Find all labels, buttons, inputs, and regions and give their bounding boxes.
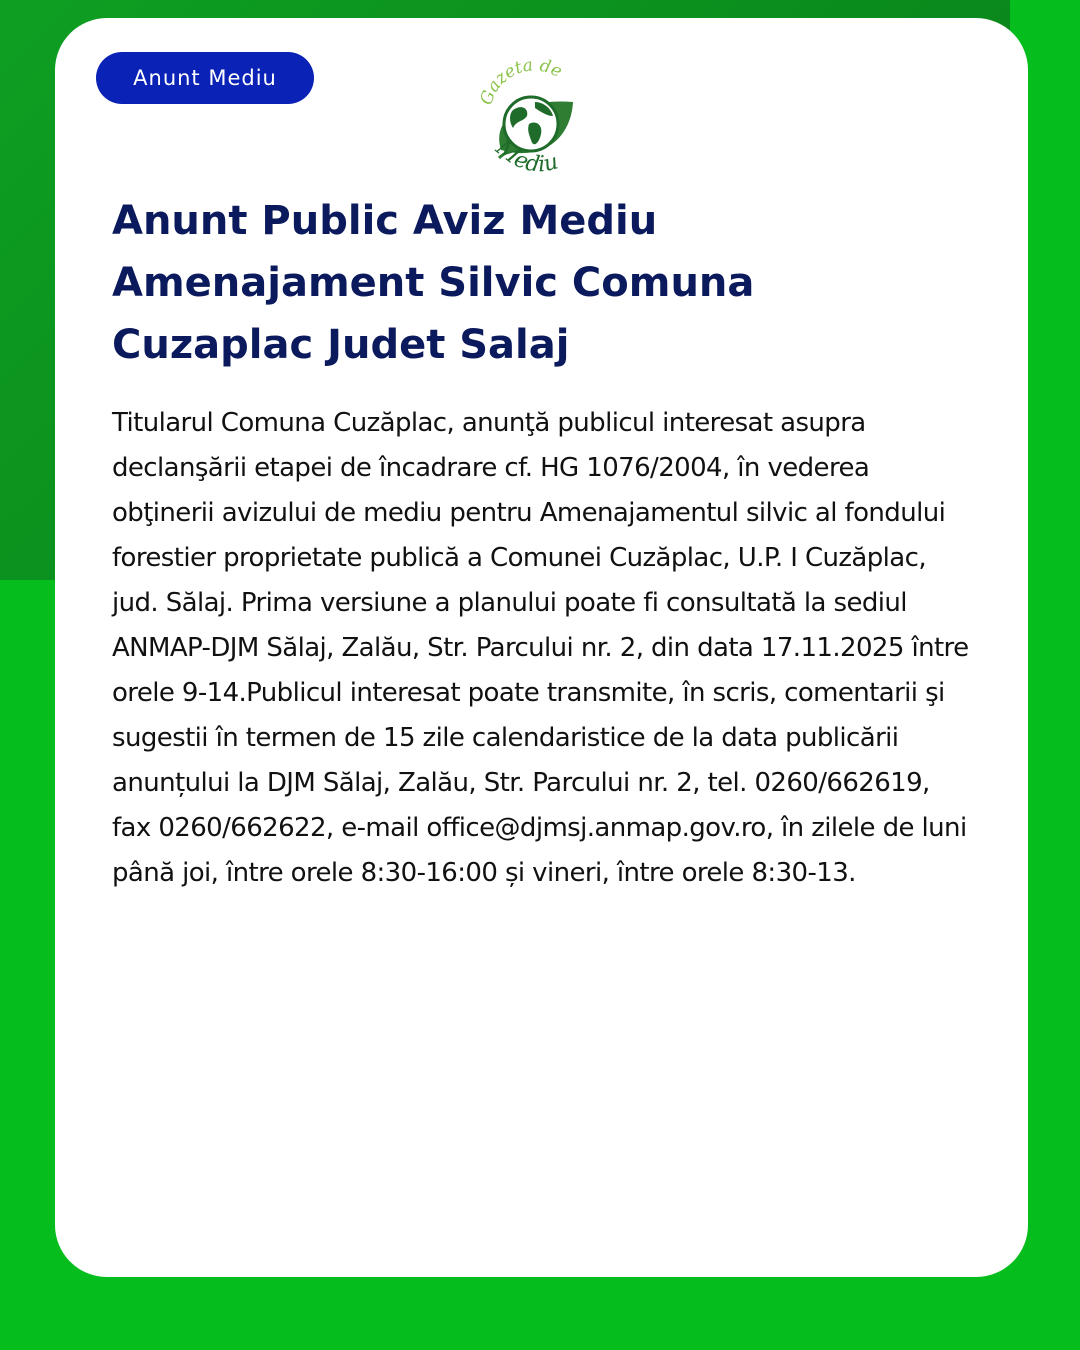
globe-leaf-icon [473, 58, 593, 193]
category-badge[interactable] [96, 52, 314, 104]
logo-top-text: Gazeta de [476, 58, 566, 108]
announcement-card [55, 18, 1028, 1277]
category-badge-label: Anunt Mediu [133, 66, 277, 90]
logo-bottom-text: Mediu [490, 135, 561, 178]
article-body: Titularul Comuna Cuzăplac, anunţă publicul interesat asupra declanşării etapei de încadrare cf. HG 1076/2004, în vederea obţinerii avizului de mediu pentru Amenajamentul silvic al fondului forestier proprietate publică a Comunei Cuzăplac, U.P. I Cuzăplac, jud. Sălaj. Prima versiune a planului poate fi consultată la sediul ANMAP-DJM Sălaj, Zalău, Str. Parcului nr. 2, din data 17.11.2025 între orele 9-14.Publicul interesat poate transmite, în scris, comentarii şi sugestii în termen de 15 zile calendaristice de la data publicării anunțului la DJM Sălaj, Zalău, Str. Parcului nr. 2, tel. 0260/662619, fax 0260/662622, e-mail office@djmsj.anmap.gov.ro, în zilele de luni până joi, între orele 8:30-16:00 și vineri, între orele 8:30-13. [112, 408, 969, 888]
gazeta-de-mediu-logo [473, 58, 593, 193]
article-title: Anunt Public Aviz Mediu Amenajament Silvic Comuna Cuzaplac Judet Salaj [112, 198, 755, 368]
